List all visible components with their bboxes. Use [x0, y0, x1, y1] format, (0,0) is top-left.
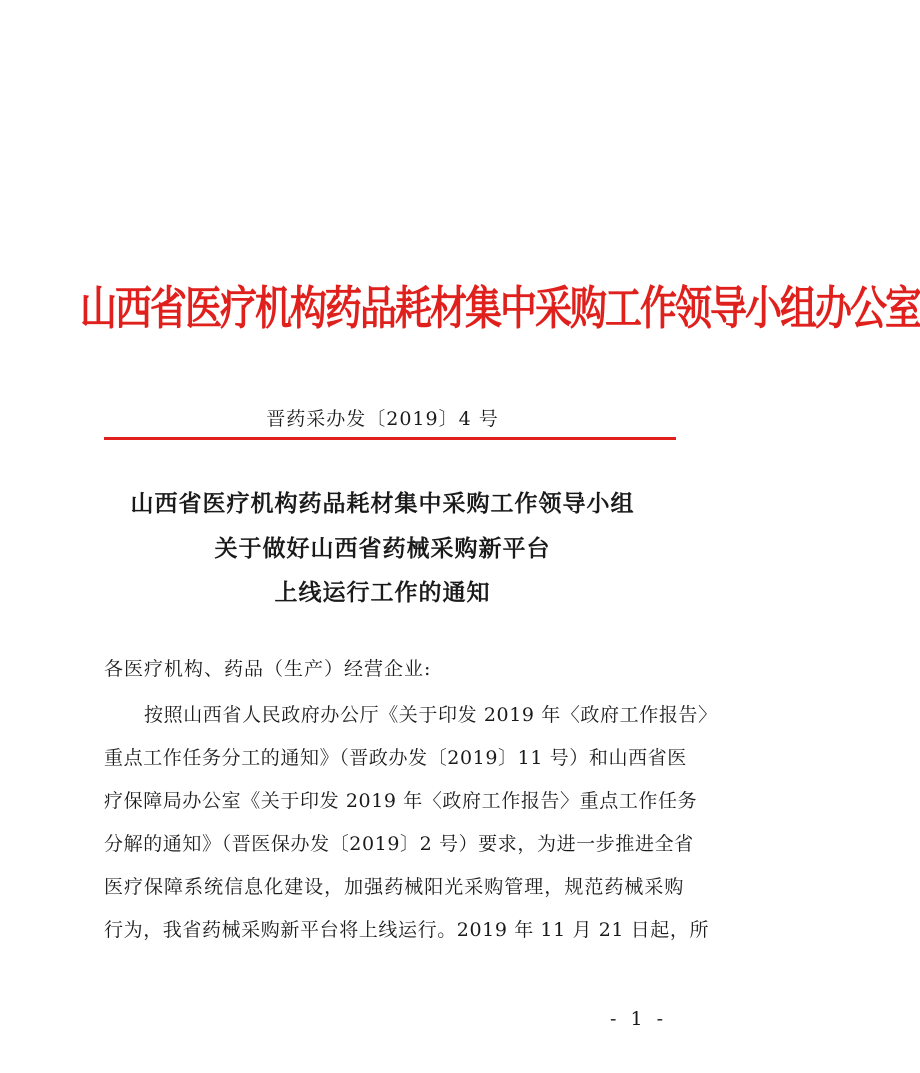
- red-divider-line: [104, 437, 676, 440]
- body-line: 分解的通知》（晋医保办发〔2019〕2 号）要求，为进一步推进全省: [104, 833, 694, 855]
- body-line: 按照山西省人民政府办公厅《关于印发 2019 年〈政府工作报告〉: [144, 704, 718, 726]
- title-line-2: 关于做好山西省药械采购新平台: [214, 535, 551, 562]
- body-line: 行为，我省药械采购新平台将上线运行。2019 年 11 月 21 日起，所: [104, 919, 710, 941]
- issuer-name: 山西省医疗机构药品耗材集中采购工作领导小组办公室: [80, 281, 920, 335]
- body-line: 疗保障局办公室《关于印发 2019 年〈政府工作报告〉重点工作任务: [104, 790, 698, 812]
- title-line-3: 上线运行工作的通知: [274, 579, 491, 606]
- body-paragraph: [104, 694, 718, 952]
- body-line: 重点工作任务分工的通知》（晋政办发〔2019〕11 号）和山西省医: [104, 747, 687, 769]
- body-line: 医疗保障系统信息化建设，加强药械阳光采购管理，规范药械采购: [104, 876, 684, 898]
- salutation: 各医疗机构、药品（生产）经营企业:: [104, 658, 432, 680]
- page-number: - 1 -: [610, 1008, 668, 1030]
- document-number: 晋药采办发〔2019〕4 号: [266, 408, 499, 430]
- title-line-1: 山西省医疗机构药品耗材集中采购工作领导小组: [130, 490, 635, 517]
